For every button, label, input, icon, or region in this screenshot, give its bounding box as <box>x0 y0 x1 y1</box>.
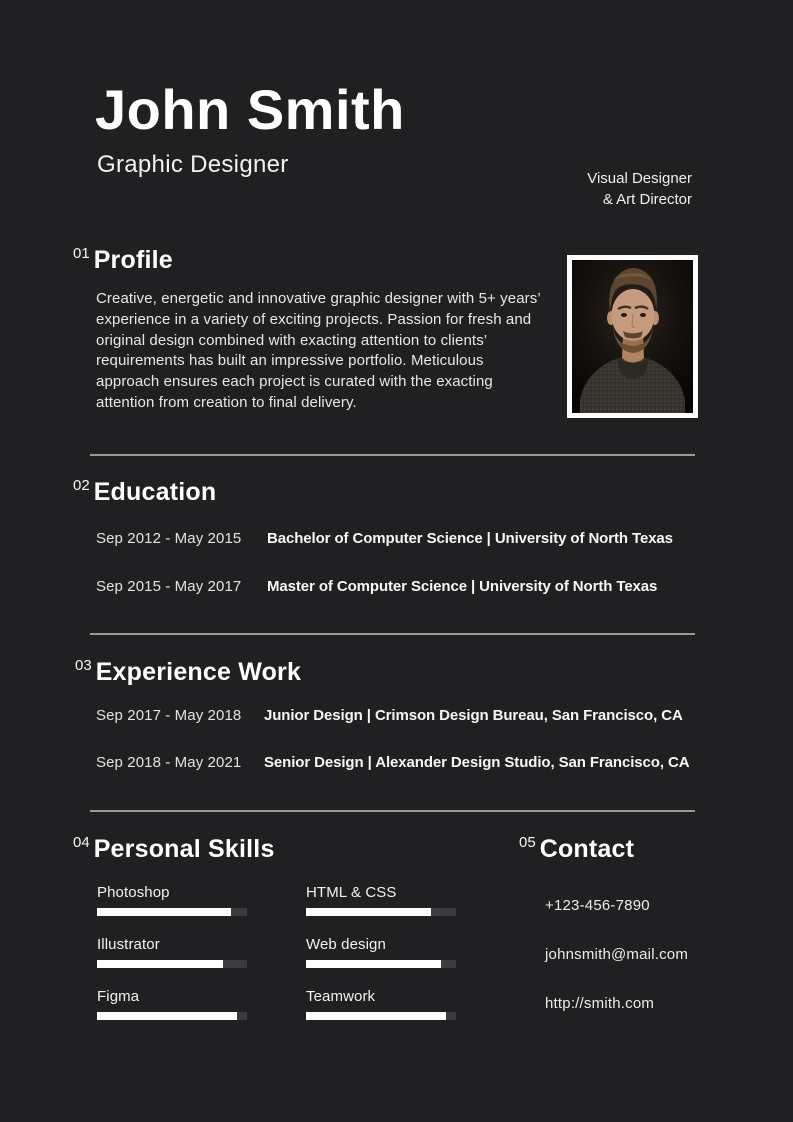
skills-section-number: 04 <box>73 834 90 851</box>
divider <box>90 633 695 635</box>
contact-list <box>545 897 688 1013</box>
person-role: Graphic Designer <box>97 151 289 178</box>
experience-section-number: 03 <box>75 657 92 674</box>
skill-item <box>97 936 247 988</box>
contact-website: http://smith.com <box>545 995 655 1012</box>
education-row <box>0 530 793 550</box>
education-row <box>0 578 793 598</box>
skill-item <box>97 884 247 936</box>
divider <box>90 810 695 812</box>
contact-section-title: Contact <box>539 835 635 863</box>
skills-section-header <box>73 834 275 864</box>
profile-section-number: 01 <box>73 245 90 262</box>
side-title-line2: & Art Director <box>602 191 692 208</box>
experience-section-title: Experience Work <box>95 658 302 686</box>
skill-name: HTML & CSS <box>306 884 397 901</box>
education-section-header <box>73 477 216 507</box>
skill-bar-fill <box>97 1012 237 1020</box>
skills-section-title: Personal Skills <box>93 835 275 863</box>
skill-name: Web design <box>306 936 386 953</box>
skill-name: Photoshop <box>97 884 170 901</box>
skill-bar-fill <box>306 960 441 968</box>
contact-section-header <box>519 834 634 864</box>
portrait-illustration <box>572 260 693 413</box>
skill-bar-fill <box>306 1012 446 1020</box>
skill-bar-fill <box>97 960 223 968</box>
skill-name: Figma <box>97 988 140 1005</box>
skill-item <box>306 988 456 1040</box>
skill-bar <box>97 908 247 916</box>
education-section-number: 02 <box>73 477 90 494</box>
education-date: Sep 2012 - May 2015 <box>96 530 242 547</box>
side-title <box>587 168 692 210</box>
contact-section-number: 05 <box>519 834 536 851</box>
profile-summary-text: Creative, energetic and innovative graphic designer with 5+ years’ experience in a variety of exciting projects. Passion for fresh and original design combined with exacting attention to clients’ requirements has built an impressive portfolio. Meticulous approach ensures each project is curated with the exacting attention from creation to final delivery. <box>96 290 541 411</box>
skill-bar <box>306 960 456 968</box>
contact-email: johnsmith@mail.com <box>545 946 689 963</box>
education-detail: Master of Computer Science | University of North Texas <box>267 578 658 595</box>
profile-section-header <box>73 245 173 275</box>
experience-detail: Junior Design | Crimson Design Bureau, San Francisco, CA <box>264 707 683 724</box>
education-section-title: Education <box>93 478 217 506</box>
person-name: John Smith <box>95 78 405 141</box>
experience-row <box>0 754 793 774</box>
education-detail: Bachelor of Computer Science | University of North Texas <box>267 530 673 547</box>
skill-item <box>97 988 247 1040</box>
skill-bar-fill <box>97 908 231 916</box>
skill-name: Teamwork <box>306 988 376 1005</box>
skill-bar <box>97 960 247 968</box>
skill-bar-fill <box>306 908 431 916</box>
side-title-line1: Visual Designer <box>587 170 692 187</box>
divider <box>90 454 695 456</box>
profile-section-title: Profile <box>93 246 173 274</box>
experience-row <box>0 707 793 727</box>
experience-section-header <box>75 657 301 687</box>
skill-bar <box>306 1012 456 1020</box>
skill-bar <box>97 1012 247 1020</box>
skill-item <box>306 936 456 988</box>
experience-date: Sep 2018 - May 2021 <box>96 754 242 771</box>
education-date: Sep 2015 - May 2017 <box>96 578 242 595</box>
experience-detail: Senior Design | Alexander Design Studio, San Francisco, CA <box>264 754 690 771</box>
experience-date: Sep 2017 - May 2018 <box>96 707 242 724</box>
skill-bar <box>306 908 456 916</box>
skill-item <box>306 884 456 936</box>
skill-name: Illustrator <box>97 936 160 953</box>
portrait-photo <box>567 255 698 418</box>
contact-phone: +123-456-7890 <box>545 897 650 914</box>
skills-grid <box>97 884 456 1040</box>
